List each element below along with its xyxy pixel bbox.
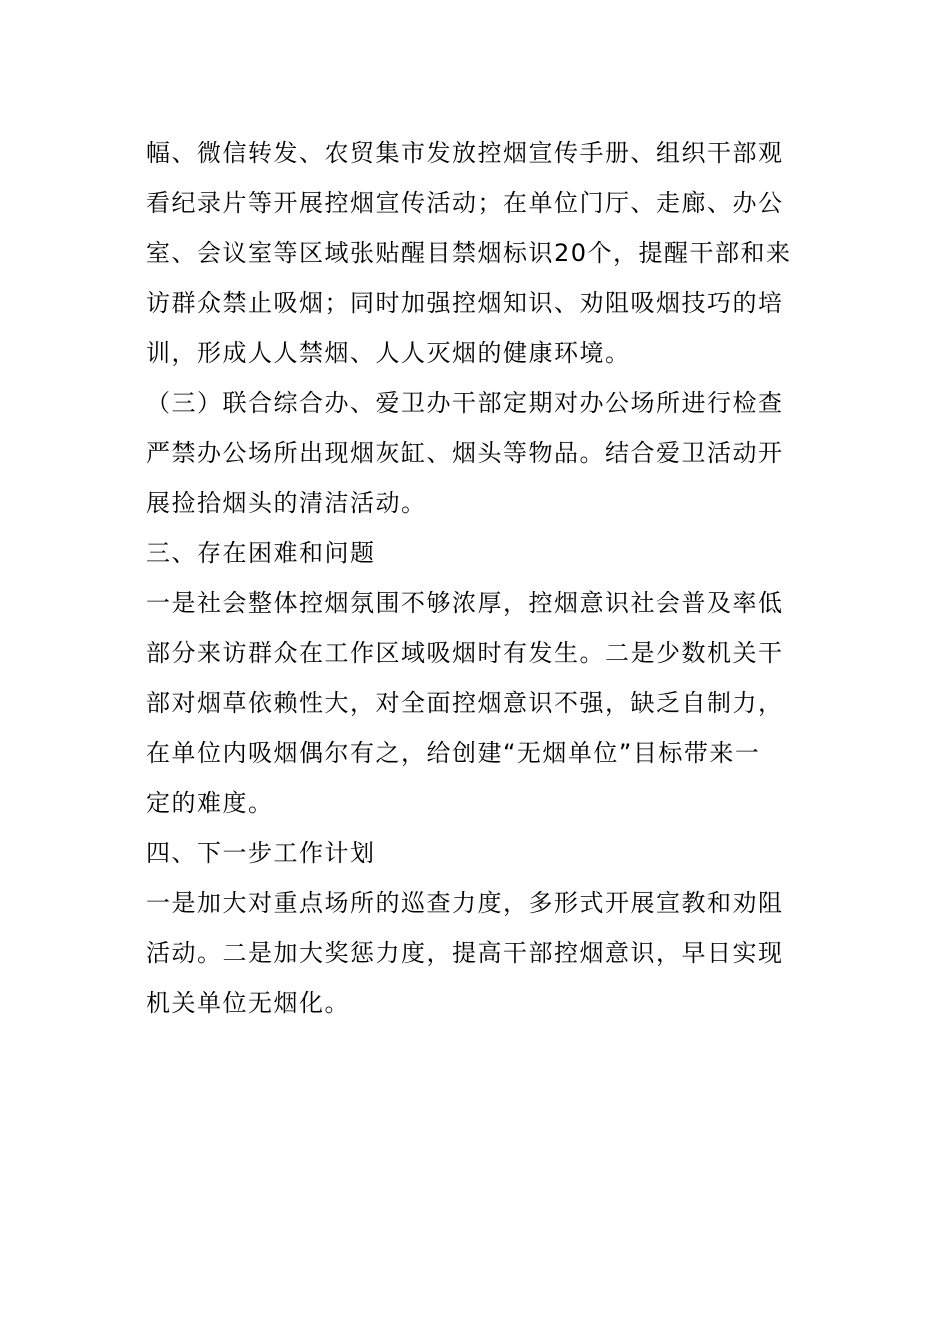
text-line: 展捡拾烟头的清洁活动。 <box>146 489 427 517</box>
text-line: 严禁办公场所出现烟灰缸、烟头等物品。结合爱卫活动开 <box>146 439 784 467</box>
text-line: 一是加大对重点场所的巡查力度，多形式开展宣教和劝阻 <box>146 889 784 917</box>
paragraph-problems <box>146 578 808 828</box>
text-line: 部分来访群众在工作区域吸烟时有发生。二是少数机关干 <box>146 639 784 667</box>
heading-text: 三、存在困难和问题 <box>146 539 376 567</box>
text-line: 幅、微信转发、农贸集市发放控烟宣传手册、组织干部观 <box>146 139 784 167</box>
paragraph-publicity-activities <box>146 128 808 378</box>
text-line: 看纪录片等开展控烟宣传活动；在单位门厅、走廊、办公 <box>146 189 784 217</box>
heading-text: 四、下一步工作计划 <box>146 839 376 867</box>
text-line: 机关单位无烟化。 <box>146 989 350 1017</box>
text-line: （三）联合综合办、爱卫办干部定期对办公场所进行检查 <box>146 389 784 417</box>
document-body <box>146 128 808 1028</box>
text-line: 访群众禁止吸烟；同时加强控烟知识、劝阻吸烟技巧的培 <box>146 289 784 317</box>
section-heading-next-steps <box>146 828 808 878</box>
text-line: 室、会议室等区域张贴醒目禁烟标识20个，提醒干部和来 <box>146 239 792 267</box>
section-heading-problems <box>146 528 808 578</box>
paragraph-next-steps <box>146 878 808 1028</box>
text-line: 一是社会整体控烟氛围不够浓厚，控烟意识社会普及率低 <box>146 589 784 617</box>
text-line: 定的难度。 <box>146 789 274 817</box>
text-line: 训，形成人人禁烟、人人灭烟的健康环境。 <box>146 339 631 367</box>
text-line: 活动。二是加大奖惩力度，提高干部控烟意识，早日实现 <box>146 939 784 967</box>
text-line: 部对烟草依赖性大，对全面控烟意识不强，缺乏自制力， <box>146 689 784 717</box>
paragraph-inspection <box>146 378 808 528</box>
text-line: 在单位内吸烟偶尔有之，给创建“无烟单位”目标带来一 <box>146 739 761 767</box>
